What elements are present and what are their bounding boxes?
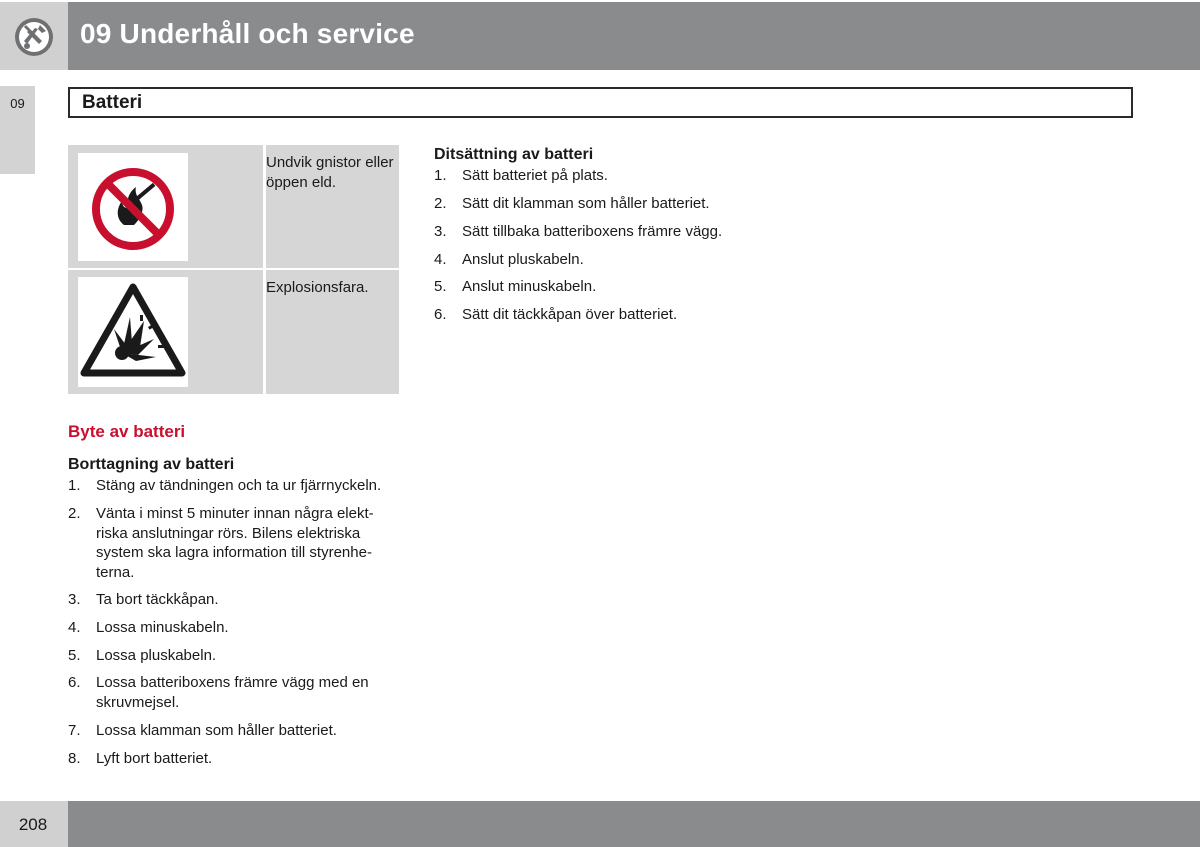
page-number: 208 <box>18 815 48 834</box>
list-item-line: riska anslutningar rörs. Bilens elektriska <box>96 524 361 542</box>
removal-heading: Borttagning av batteri <box>68 456 235 473</box>
list-item-number: 1. <box>68 477 81 494</box>
list-item-line: Stäng av tändningen och ta ur fjärrnyckeln. <box>96 477 382 494</box>
list-item-number: 5. <box>68 647 81 664</box>
list-item-line: system ska lagra information till styrenhe- <box>96 544 372 561</box>
explosion-hazard-icon <box>78 277 188 387</box>
list-item-number: 5. <box>434 278 447 295</box>
list-item-number: 6. <box>434 306 447 323</box>
list-item-text <box>96 749 212 769</box>
footer-bar <box>68 801 1200 847</box>
list-item-text <box>96 504 374 582</box>
list-item-line: Lossa minuskabeln. <box>96 619 229 636</box>
chapter-tab[interactable] <box>0 86 35 174</box>
list-item-text <box>462 305 677 325</box>
list-item-number: 4. <box>434 251 447 268</box>
list-item-line: terna. <box>96 563 135 581</box>
list-item-text <box>462 250 584 270</box>
list-item-text <box>96 590 219 610</box>
list-item-line: Anslut pluskabeln. <box>462 251 584 268</box>
chapter-icon-box <box>0 2 68 70</box>
section-title-box <box>68 87 1133 118</box>
page-number-box <box>0 801 68 847</box>
list-item-line: Lossa pluskabeln. <box>96 647 217 664</box>
list-item-line: Anslut minuskabeln. <box>462 278 597 295</box>
list-item-number: 2. <box>434 195 447 212</box>
warning-table <box>68 145 399 394</box>
subsection-heading: Byte av batteri <box>68 422 186 441</box>
warning-text-line: öppen eld. <box>266 174 337 191</box>
warning-image-cell <box>71 145 263 268</box>
chapter-title: 09 Underhåll och service <box>80 18 415 49</box>
wrench-gear-icon <box>13 16 55 58</box>
list-item-number: 1. <box>434 167 447 184</box>
no-open-flame-icon <box>78 153 188 261</box>
list-item-text <box>462 194 710 214</box>
list-item-text <box>96 721 337 741</box>
list-item-line: Sätt batteriet på plats. <box>462 167 608 184</box>
list-item-number: 8. <box>68 750 81 767</box>
list-item-line: Lossa batteriboxens främre vägg med en <box>96 674 369 691</box>
list-item-text <box>96 476 381 496</box>
warning-image-cell <box>71 270 263 394</box>
list-item-text <box>96 646 216 666</box>
list-item-line: Sätt tillbaka batteriboxens främre vägg. <box>462 223 723 240</box>
list-item-text <box>462 277 596 297</box>
list-item-line: Sätt dit täckkåpan över batteriet. <box>462 306 678 323</box>
section-title: Batteri <box>82 92 143 113</box>
list-item-line: Ta bort täckkåpan. <box>96 591 219 608</box>
list-item-number: 7. <box>68 722 81 739</box>
list-item-line: Lossa klamman som håller batteriet. <box>96 722 337 739</box>
list-item-text <box>96 618 229 638</box>
list-item-text <box>462 166 608 186</box>
warning-text-line: Undvik gnistor eller <box>266 154 394 171</box>
install-heading: Ditsättning av batteri <box>434 146 594 163</box>
list-item-number: 3. <box>68 591 81 608</box>
warning-text <box>266 153 399 193</box>
list-item-text <box>462 222 722 242</box>
list-item-number: 4. <box>68 619 81 636</box>
list-item-line: Sätt dit klamman som håller batteriet. <box>462 195 710 212</box>
chapter-tab-label: 09 <box>10 96 25 111</box>
list-item-number: 2. <box>68 505 81 522</box>
list-item-line: skruvmejsel. <box>96 693 180 711</box>
warning-text <box>266 278 399 298</box>
list-item-number: 3. <box>434 223 447 240</box>
list-item-line: Vänta i minst 5 minuter innan några elekt- <box>96 505 374 522</box>
list-item-line: Lyft bort batteriet. <box>96 750 213 767</box>
warning-text-line: Explosionsfara. <box>266 279 369 296</box>
list-item-text <box>96 673 369 712</box>
list-item-number: 6. <box>68 674 81 691</box>
